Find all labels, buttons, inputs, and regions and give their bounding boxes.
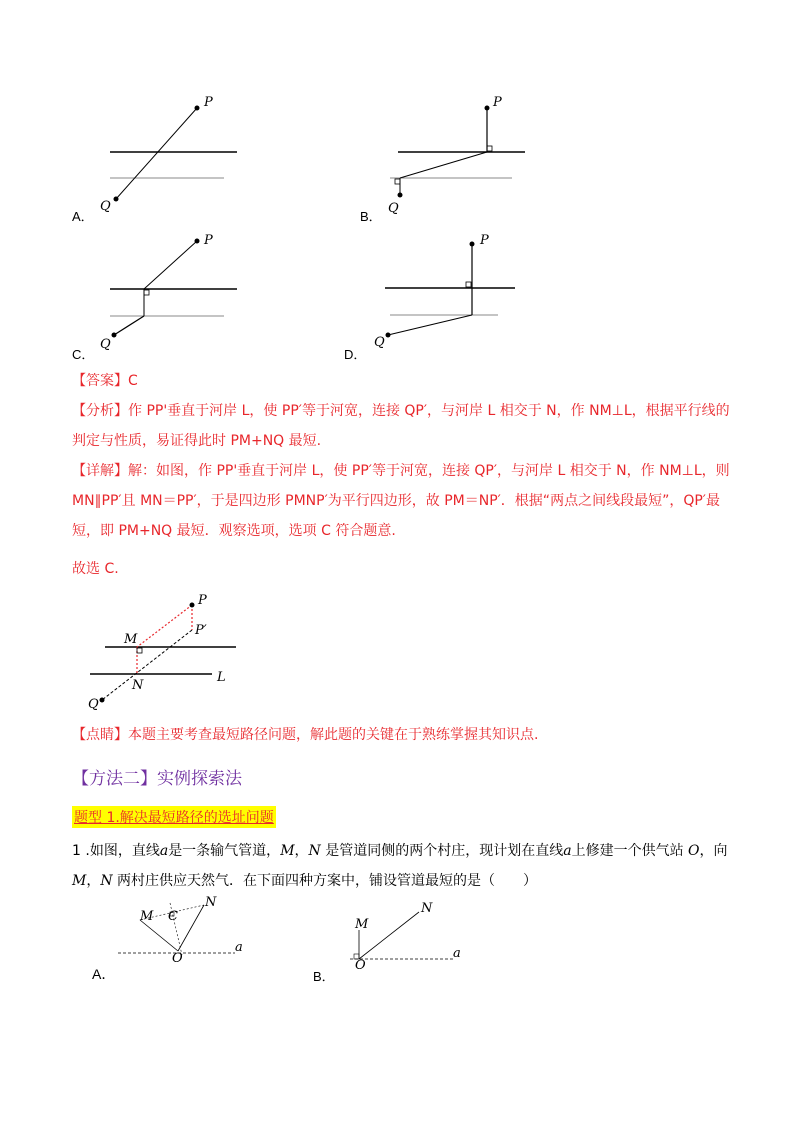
var-o: O	[688, 843, 700, 859]
option-a-label[interactable]: A．	[72, 209, 94, 224]
var-n: N	[308, 843, 321, 859]
point-q-label: Q	[100, 337, 111, 352]
point-n-label: N	[132, 678, 144, 693]
line-l-label: L	[217, 670, 226, 685]
analysis-text: 作 PP'垂直于河岸 L，使 PP′等于河宽，连接 QP′，与河岸 L 相交于 N，作 NM⊥L，根据平行线的判定与性质，易证得此时 PM+NQ 最短.	[72, 403, 730, 449]
option-b-label[interactable]: B．	[360, 209, 382, 224]
analysis-tag: 【分析】	[72, 403, 128, 419]
question-text-part: 是一条输气管道，	[168, 843, 281, 859]
var-m: M	[280, 843, 295, 859]
point-p-label: P	[204, 233, 213, 248]
option-c-label[interactable]: C．	[72, 347, 95, 362]
var-n: N	[100, 873, 113, 889]
comment-block	[72, 720, 732, 750]
solution-figure	[80, 590, 250, 715]
point-m-label: M	[140, 909, 154, 924]
point-q-label: Q	[374, 335, 385, 350]
point-q-label: Q	[388, 201, 399, 216]
question-text	[72, 836, 732, 896]
var-a: a	[159, 843, 169, 859]
point-p-label: P	[480, 233, 489, 248]
question-text-part: ，	[294, 843, 309, 859]
question-option-a-label[interactable]: A．	[92, 966, 116, 982]
question-number: 1	[72, 843, 81, 859]
option-b-figure	[370, 90, 550, 220]
point-q-label: Q	[88, 697, 99, 712]
answer-line: 【答案】C	[72, 373, 138, 389]
var-m: M	[72, 873, 87, 889]
point-p-label: P	[493, 95, 502, 110]
question-text-part: .如图，直线	[80, 843, 160, 859]
type-label: 题型 1.解决最短路径的选址问题	[72, 806, 276, 828]
detail-tag: 【详解】	[72, 463, 128, 479]
question-text-part: ，向	[699, 843, 728, 859]
option-a-figure	[80, 90, 260, 220]
detail-block	[72, 456, 732, 546]
line-a-label: a	[453, 946, 461, 961]
point-c-label: C	[168, 909, 178, 924]
option-d-figure	[370, 228, 550, 358]
method-heading: 【方法二】实例探索法	[72, 769, 242, 789]
question-text-part: 两村庄供应天然气．在下面四种方案中，铺设管道最短的是（ ）	[112, 873, 538, 889]
question-option-b-figure	[335, 898, 475, 978]
detail-text: 解：如图，作 PP'垂直于河岸 L，使 PP′等于河宽，连接 QP′，与河岸 L 相交于 N，作 NM⊥L，则 MN∥PP′且 MN＝PP′，于是四边形 PMNP′为平行四边形，故 PM＝NP′．根据“两点之间线段最短”，QP′最短，即 PM+NQ 最短．观察选项，选项 C 符合题意.	[72, 463, 730, 539]
point-m-label: M	[355, 917, 369, 932]
point-o-label: O	[172, 951, 183, 966]
question-option-a-figure	[110, 895, 250, 975]
point-n-label: N	[205, 895, 217, 910]
choose-line: 故选 C.	[72, 561, 119, 577]
analysis-block	[72, 396, 732, 456]
comment-tag: 【点睛】	[72, 727, 128, 743]
point-p-label: P	[198, 593, 207, 608]
point-m-label: M	[124, 632, 138, 647]
question-option-b-label[interactable]: B．	[313, 969, 335, 984]
question-text-part: 是管道同侧的两个村庄，现计划在直线	[320, 843, 564, 859]
comment-text: 本题主要考查最短路径问题，解此题的关键在于熟练掌握其知识点.	[128, 727, 539, 743]
option-c-figure	[80, 228, 260, 358]
point-p-prime-label: P′	[195, 623, 207, 638]
point-o-label: O	[355, 958, 366, 973]
point-q-label: Q	[100, 199, 111, 214]
question-text-part: 上修建一个供气站	[571, 843, 689, 859]
var-a: a	[563, 843, 572, 859]
option-d-label[interactable]: D．	[344, 347, 367, 362]
question-text-part: ，	[86, 873, 101, 889]
line-a-label: a	[235, 940, 243, 955]
point-n-label: N	[421, 901, 433, 916]
point-p-label: P	[204, 95, 213, 110]
